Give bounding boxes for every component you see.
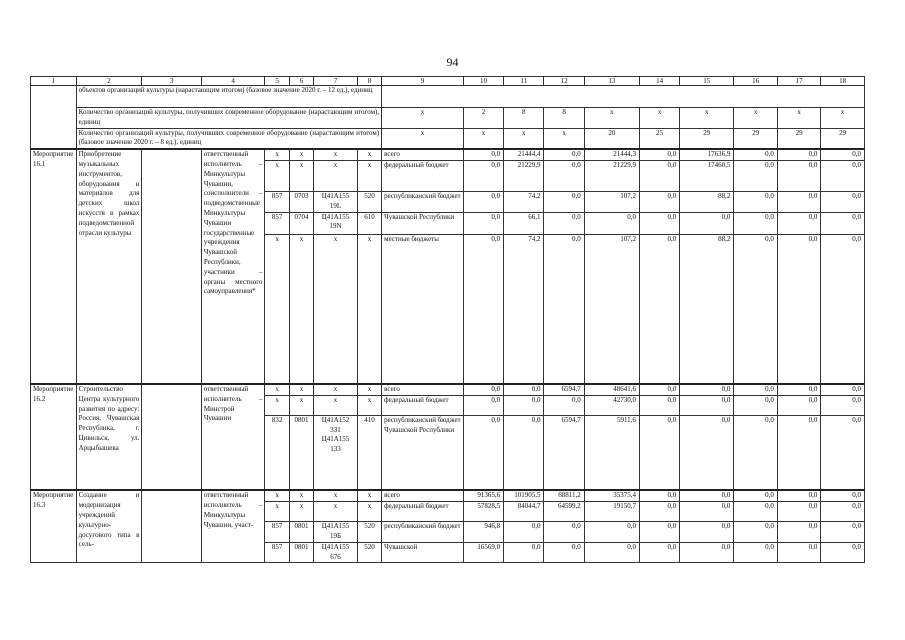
amount-cell: 88,2 [680, 234, 734, 384]
amount-cell: 0,0 [734, 149, 778, 160]
funding-source: республиканский бюджет Чувашской Республики [382, 415, 464, 490]
amount-cell: 74,2 [504, 191, 544, 212]
amount-cell: 0,0 [680, 384, 734, 395]
amount-cell: 0,0 [639, 234, 679, 384]
budget-code: 610 [357, 212, 381, 234]
amount-cell: 21444,4 [504, 149, 544, 160]
budget-code: x [314, 234, 358, 384]
indicator-value: x [584, 108, 639, 129]
amount-cell: 21229,9 [504, 160, 544, 191]
amount-cell: 0,0 [544, 149, 584, 160]
amount-cell: 0,0 [821, 212, 865, 234]
amount-cell: 0,0 [639, 542, 679, 563]
empty-cell [142, 384, 201, 490]
amount-cell: 74,2 [504, 234, 544, 384]
indicator-value: 2 [463, 108, 503, 129]
amount-cell: 0,0 [639, 149, 679, 160]
indicator-value: x [821, 108, 865, 129]
budget-code: 0801 [289, 415, 313, 490]
indicator-value: x [639, 108, 679, 129]
budget-code: x [357, 160, 381, 191]
amount-cell: 0,0 [680, 502, 734, 522]
amount-cell: 0,0 [544, 542, 584, 563]
amount-cell: 57828,5 [463, 502, 503, 522]
responsible-executor: ответственный исполнитель – Минкультуры Чувашии, участ- [201, 490, 265, 562]
amount-cell: 0,0 [639, 191, 679, 212]
amount-cell: 66,1 [504, 212, 544, 234]
amount-cell: 0,0 [544, 191, 584, 212]
amount-cell: 0,0 [777, 502, 821, 522]
amount-cell: 0,0 [734, 490, 778, 501]
table-row [31, 490, 865, 501]
amount-cell: 17636,9 [680, 149, 734, 160]
column-number: 13 [584, 77, 639, 86]
indicator-row [31, 108, 865, 129]
budget-code: x [357, 149, 381, 160]
budget-code: Ц41А155 19L [314, 191, 358, 212]
budget-code: 410 [357, 415, 381, 490]
budget-code: x [289, 395, 313, 415]
funding-source: всего [382, 384, 464, 395]
indicator-row [31, 128, 865, 149]
amount-cell: 0,0 [639, 395, 679, 415]
column-number: 2 [76, 77, 142, 86]
amount-cell: 0,0 [584, 522, 639, 543]
amount-cell: 21229,9 [584, 160, 639, 191]
amount-cell: 0,0 [821, 502, 865, 522]
amount-cell: 0,0 [504, 542, 544, 563]
indicator-value: x [382, 128, 464, 149]
column-number: 17 [777, 77, 821, 86]
indicator-text: Количество организаций культуры, получивших современное оборудование (нарастающим итогом) (базовое значение 2020 г. – 8 ед.), единиц [76, 128, 382, 149]
budget-code: x [314, 384, 358, 395]
amount-cell: 21444,3 [584, 149, 639, 160]
amount-cell: 0,0 [680, 212, 734, 234]
amount-cell: 0,0 [639, 490, 679, 501]
page-number: 94 [446, 55, 459, 69]
indicator-value: 25 [639, 128, 679, 149]
amount-cell: 0,0 [821, 191, 865, 212]
funding-source: федеральный бюджет [382, 160, 464, 191]
amount-cell: 0,0 [821, 522, 865, 543]
amount-cell: 0,0 [504, 395, 544, 415]
amount-cell: 0,0 [821, 395, 865, 415]
amount-cell: 0,0 [463, 160, 503, 191]
amount-cell: 88,2 [680, 191, 734, 212]
indicator-value: 29 [777, 128, 821, 149]
amount-cell: 0,0 [463, 191, 503, 212]
amount-cell: 84044,7 [504, 502, 544, 522]
indicator-value: x [734, 108, 778, 129]
column-number: 10 [463, 77, 503, 86]
amount-cell: 0,0 [821, 542, 865, 563]
indicator-value: 29 [680, 128, 734, 149]
budget-code: x [314, 502, 358, 522]
amount-cell: 0,0 [544, 160, 584, 191]
column-number: 6 [289, 77, 313, 86]
budget-code: 0801 [289, 522, 313, 543]
budget-code: Ц41А155 19Б [314, 522, 358, 543]
budget-code: x [289, 234, 313, 384]
amount-cell: 0,0 [821, 149, 865, 160]
funding-source: всего [382, 490, 464, 501]
amount-cell: 0,0 [639, 160, 679, 191]
amount-cell: 0,0 [777, 522, 821, 543]
amount-cell: 0,0 [734, 191, 778, 212]
column-number-row [31, 77, 865, 86]
amount-cell: 0,0 [584, 212, 639, 234]
budget-code: 520 [357, 522, 381, 543]
budget-code: x [314, 490, 358, 501]
empty-cell [31, 86, 77, 150]
indicator-value: 20 [584, 128, 639, 149]
column-number: 16 [734, 77, 778, 86]
amount-cell: 16569,0 [463, 542, 503, 563]
amount-cell: 946,8 [463, 522, 503, 543]
amount-cell: 17460,5 [680, 160, 734, 191]
column-number: 7 [314, 77, 358, 86]
amount-cell: 0,0 [734, 542, 778, 563]
empty-cell [382, 86, 865, 108]
table-row [31, 149, 865, 160]
column-number: 8 [357, 77, 381, 86]
amount-cell: 0,0 [734, 212, 778, 234]
budget-code: 0703 [289, 191, 313, 212]
indicator-value: x [544, 128, 584, 149]
column-number: 4 [201, 77, 265, 86]
amount-cell: 0,0 [680, 522, 734, 543]
amount-cell: 6594,7 [544, 384, 584, 395]
indicator-value: x [680, 108, 734, 129]
amount-cell: 107,2 [584, 234, 639, 384]
amount-cell: 0,0 [734, 395, 778, 415]
budget-code: x [357, 395, 381, 415]
amount-cell: 0,0 [639, 212, 679, 234]
amount-cell: 0,0 [777, 415, 821, 490]
amount-cell: 91365,6 [463, 490, 503, 501]
budget-code: x [265, 395, 289, 415]
column-number: 12 [544, 77, 584, 86]
column-number: 18 [821, 77, 865, 86]
amount-cell: 0,0 [639, 502, 679, 522]
indicator-value: 29 [734, 128, 778, 149]
budget-code: 520 [357, 191, 381, 212]
budget-code: x [265, 234, 289, 384]
indicator-text: Количество организаций культуры, получивших современное оборудование (нарастающим итогом), единиц [76, 108, 382, 129]
amount-cell: 0,0 [680, 542, 734, 563]
table-row [31, 384, 865, 395]
column-number: 3 [142, 77, 201, 86]
amount-cell: 0,0 [639, 522, 679, 543]
budget-code: x [265, 502, 289, 522]
budget-code: x [265, 160, 289, 191]
amount-cell: 0,0 [734, 160, 778, 191]
amount-cell: 0,0 [777, 490, 821, 501]
column-number: 5 [265, 77, 289, 86]
funding-source: республиканский бюджет [382, 522, 464, 543]
amount-cell: 68811,2 [544, 490, 584, 501]
funding-source: федеральный бюджет [382, 395, 464, 415]
amount-cell: 0,0 [544, 234, 584, 384]
amount-cell: 0,0 [584, 542, 639, 563]
measure-name: Мероприятие 16.1 [31, 149, 77, 384]
amount-cell: 107,2 [584, 191, 639, 212]
budget-code: x [265, 149, 289, 160]
amount-cell: 0,0 [821, 490, 865, 501]
amount-cell: 0,0 [504, 384, 544, 395]
measure-name: Мероприятие 16.2 [31, 384, 77, 490]
budget-code: x [289, 490, 313, 501]
amount-cell: 0,0 [680, 395, 734, 415]
amount-cell: 0,0 [821, 384, 865, 395]
amount-cell: 0,0 [639, 384, 679, 395]
amount-cell: 42730,0 [584, 395, 639, 415]
budget-code: x [357, 490, 381, 501]
indicator-value: 8 [544, 108, 584, 129]
column-number: 11 [504, 77, 544, 86]
amount-cell: 0,0 [544, 522, 584, 543]
budget-code: Ц41А155 19N [314, 212, 358, 234]
amount-cell: 0,0 [504, 522, 544, 543]
measure-description: Строительство Центра культурного развития по адресу: Россия, Чувашская Республика, г. Цивильск, ул. Арцыбышева [76, 384, 142, 490]
responsible-executor: ответственный исполнитель – Минкультуры Чувашии, соисполнители – подведомственные Минкультуры Чувашии государственные учреждения Чувашской Республики, участники – органы местного самоуправления* [201, 149, 265, 384]
amount-cell: 0,0 [734, 234, 778, 384]
budget-code: x [314, 149, 358, 160]
budget-code: x [357, 502, 381, 522]
amount-cell: 35375,4 [584, 490, 639, 501]
amount-cell: 0,0 [463, 212, 503, 234]
indicator-value: x [777, 108, 821, 129]
amount-cell: 0,0 [821, 415, 865, 490]
amount-cell: 0,0 [463, 149, 503, 160]
amount-cell: 0,0 [734, 522, 778, 543]
indicator-value: x [504, 128, 544, 149]
budget-code: x [314, 160, 358, 191]
amount-cell: 0,0 [734, 415, 778, 490]
empty-cell [142, 149, 201, 384]
measure-description: Создание и модернизация учреждений культурно-досугового типа в сель- [76, 490, 142, 562]
amount-cell: 64599,2 [544, 502, 584, 522]
indicator-row [31, 86, 865, 108]
budget-code: 857 [265, 542, 289, 563]
amount-cell: 6594,7 [544, 415, 584, 490]
budget-code: x [289, 160, 313, 191]
amount-cell: 0,0 [777, 234, 821, 384]
funding-source: Чувашской Республики [382, 212, 464, 234]
budget-code: Ц41А155 676 [314, 542, 358, 563]
budget-code: x [289, 149, 313, 160]
amount-cell: 0,0 [734, 502, 778, 522]
budget-code: x [357, 234, 381, 384]
amount-cell: 0,0 [734, 384, 778, 395]
budget-code: 0704 [289, 212, 313, 234]
amount-cell: 101905,5 [504, 490, 544, 501]
amount-cell: 0,0 [777, 542, 821, 563]
funding-source: местные бюджеты [382, 234, 464, 384]
amount-cell: 0,0 [463, 415, 503, 490]
column-number: 1 [31, 77, 77, 86]
budget-code: 832 [265, 415, 289, 490]
budget-code: x [265, 384, 289, 395]
funding-source: республиканский бюджет [382, 191, 464, 212]
amount-cell: 0,0 [680, 490, 734, 501]
budget-code: 857 [265, 212, 289, 234]
column-number: 15 [680, 77, 734, 86]
amount-cell: 0,0 [504, 415, 544, 490]
amount-cell: 5911,6 [584, 415, 639, 490]
indicator-text: объектов организаций культуры (нарастающим итогом) (базовое значение 2020 г. – 12 ед.), единиц [76, 86, 382, 108]
amount-cell: 19150,7 [584, 502, 639, 522]
funding-source: федеральный бюджет [382, 502, 464, 522]
amount-cell: 0,0 [463, 234, 503, 384]
amount-cell: 0,0 [639, 415, 679, 490]
column-number: 9 [382, 77, 464, 86]
amount-cell: 0,0 [777, 149, 821, 160]
budget-code: x [265, 490, 289, 501]
empty-cell [142, 490, 201, 562]
amount-cell: 0,0 [463, 395, 503, 415]
program-table [30, 76, 865, 563]
funding-source: Чувашской [382, 542, 464, 563]
indicator-value: 29 [821, 128, 865, 149]
budget-code: x [289, 384, 313, 395]
indicator-value: x [463, 128, 503, 149]
budget-code: 0801 [289, 542, 313, 563]
indicator-value: 8 [504, 108, 544, 129]
amount-cell: 0,0 [821, 234, 865, 384]
funding-source: всего [382, 149, 464, 160]
column-number: 14 [639, 77, 679, 86]
amount-cell: 0,0 [777, 212, 821, 234]
budget-code: 857 [265, 522, 289, 543]
amount-cell: 0,0 [777, 395, 821, 415]
budget-code: 857 [265, 191, 289, 212]
responsible-executor: ответственный исполнитель – Минстрой Чувашии [201, 384, 265, 490]
amount-cell: 0,0 [463, 384, 503, 395]
amount-cell: 0,0 [680, 415, 734, 490]
budget-code: x [314, 395, 358, 415]
amount-cell: 0,0 [544, 212, 584, 234]
amount-cell: 0,0 [821, 160, 865, 191]
amount-cell: 0,0 [777, 384, 821, 395]
amount-cell: 0,0 [777, 191, 821, 212]
budget-code: x [289, 502, 313, 522]
measure-description: Приобретение музыкальных инструментов, оборудования и материалов для детских школ искусств в рамках подведомственной отрасли культуры [76, 149, 142, 384]
amount-cell: 0,0 [544, 395, 584, 415]
measure-name: Мероприятие 16.3 [31, 490, 77, 562]
budget-code: Ц41А152 331 Ц41А155 133 [314, 415, 358, 490]
budget-code: 520 [357, 542, 381, 563]
amount-cell: 48641,6 [584, 384, 639, 395]
indicator-value: x [382, 108, 464, 129]
budget-code: x [357, 384, 381, 395]
amount-cell: 0,0 [777, 160, 821, 191]
